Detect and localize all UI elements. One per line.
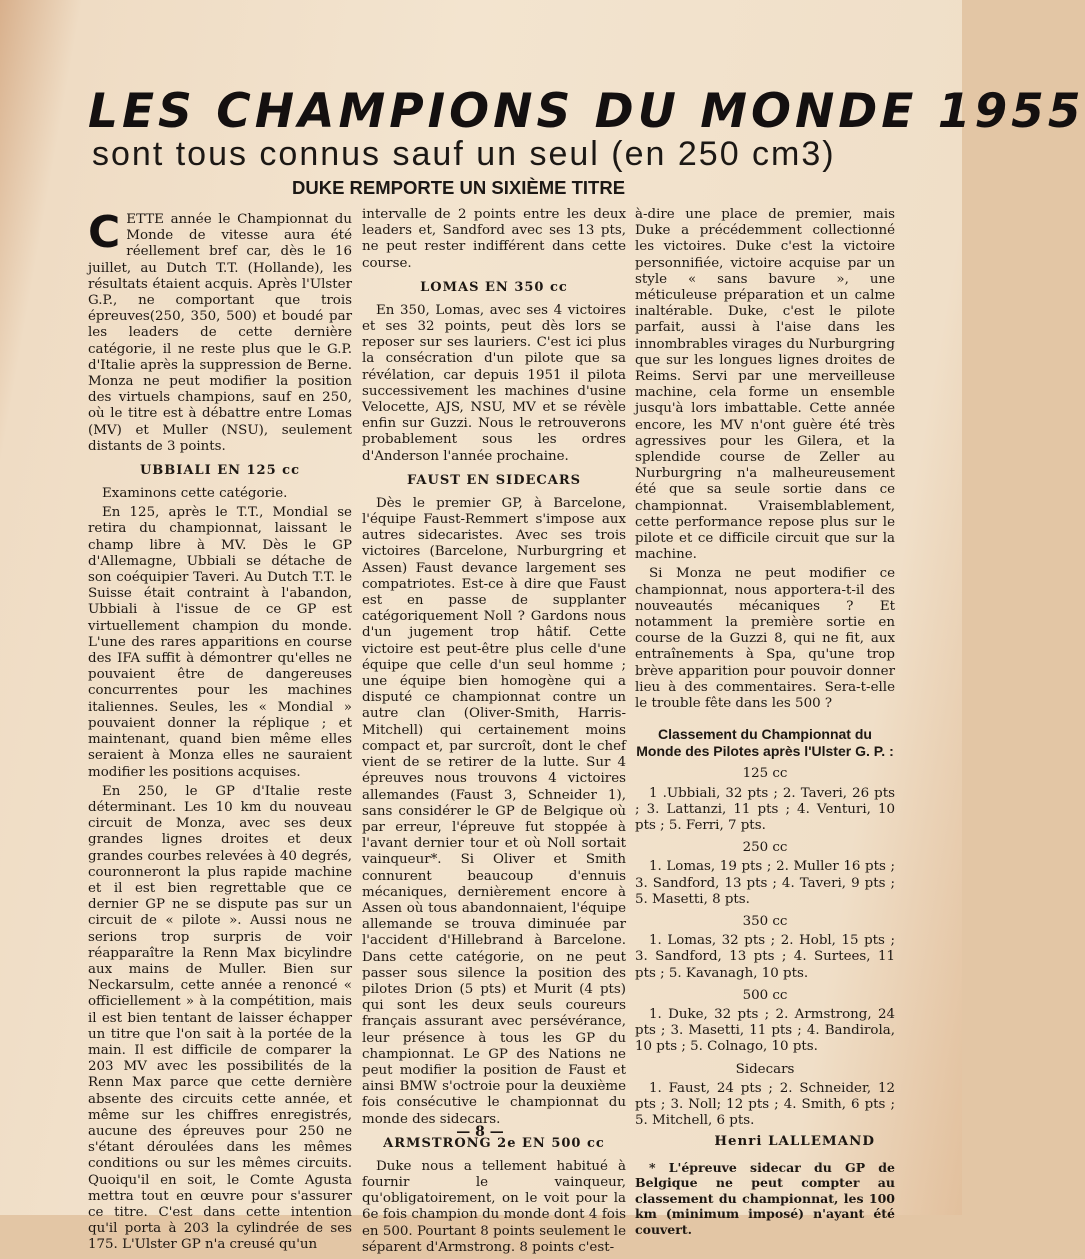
page-subtitle: sont tous connus sauf un seul (en 250 cm3): [92, 135, 836, 173]
classement-title: Classement du Championnat du Monde des Pilotes après l'Ulster G. P. :: [636, 726, 894, 760]
category-label: 250 cc: [742, 840, 788, 856]
column-1: [88, 207, 352, 1257]
column-3: [635, 207, 895, 1240]
author: Henri LALLEMAND: [714, 1133, 875, 1150]
category-results: 1. Faust, 24 pts ; 2. Schneider, 12 pts ; 3. Noll; 12 pts ; 4. Smith, 6 pts ; 5. Mitchell, 6 pts.: [635, 1080, 895, 1129]
paragraph: Si Monza ne peut modifier ce championnat, nous apportera-t-il des nouveautés mécaniques ? Et notamment la première sortie en course de la Guzzi 8, qui ne fit, aux entraînements à Spa, qu'une trop brève apparition pour pouvoir donner lieu à des commentaires. Sera-t-elle le trouble fête dans les 500 ?: [635, 566, 895, 712]
category-label: 125 cc: [742, 766, 788, 782]
category-label: Sidecars: [735, 1061, 795, 1077]
footnote: * L'épreuve sidecar du GP de Belgique ne peut compter au classement du championnat, les 100 km (minimum imposé) n'ayant été couvert.: [635, 1159, 895, 1237]
intro-text: ETTE année le Championnat du Monde de vitesse aura été réellement bref car, dès le 16 juillet, au Dutch T.T. (Hollande), les résultats étaient acquis. Après l'Ulster G.P., ne comportant que trois épreuves(250, 350, 500) et boudé par les leaders de cette dernière catégorie, il ne reste plus que le G.P. d'Italie après la suppression de Berne. Monza ne peut modifier la position des virtuels champions, sauf en 250, où le titre est à débattre entre Lomas (MV) et Muller (NSU), seulement distants de 3 points.: [88, 212, 352, 454]
category-results: 1. Duke, 32 pts ; 2. Armstrong, 24 pts ; 3. Masetti, 11 pts ; 4. Bandirola, 10 pts ; 5. Colnago, 10 pts.: [635, 1006, 895, 1055]
category-label: 350 cc: [742, 913, 788, 929]
subheadline: DUKE REMPORTE UN SIXIÈME TITRE: [292, 177, 626, 198]
drop-cap: C: [88, 207, 121, 258]
intro-paragraph: [88, 207, 352, 455]
page-number: — 8 —: [456, 1124, 504, 1140]
paragraph: Duke nous a tellement habitué à fournir le vainqueur, qu'obligatoirement, on le voit pour la 6e fois champion du monde dont 4 fois en 500. Pourtant 8 points seulement le séparent d'Armstrong. 8 points c'est-: [362, 1158, 626, 1255]
page-title: LES CHAMPIONS DU MONDE 1955: [88, 84, 1085, 139]
section-heading-faust: FAUST EN SIDECARS: [406, 472, 582, 488]
category-results: 1. Lomas, 19 pts ; 2. Muller 16 pts ; 3. Sandford, 13 pts ; 4. Taveri, 9 pts ; 5. Masetti, 8 pts.: [635, 859, 895, 907]
category-results: 1 .Ubbiali, 32 pts ; 2. Taveri, 26 pts ; 3. Lattanzi, 11 pts ; 4. Venturi, 10 pts ; 5. Ferri, 7 pts.: [635, 785, 895, 833]
paragraph: En 350, Lomas, avec ses 4 victoires et ses 32 points, peut dès lors se reposer sur ses lauriers. C'est ici plus la consécration d'un pilote que sa révélation, car depuis 1951 il pilota successivement les machines d'usine Velocette, AJS, NSU, MV et se révèle enfin sur Guzzi. Nous le retrouverons probablement sous les ordres d'Anderson l'année prochaine.: [362, 302, 626, 464]
section-heading-armstrong: ARMSTRONG 2e EN 500 cc: [383, 1135, 605, 1151]
category-results: 1. Lomas, 32 pts ; 2. Hobl, 15 pts ; 3. Sandford, 13 pts ; 4. Surtees, 11 pts ; 5. Kavanagh, 10 pts.: [635, 933, 895, 981]
section-heading-ubbiali: UBBIALI EN 125 cc: [139, 463, 301, 479]
paragraph: Dès le premier GP, à Barcelone, l'équipe Faust-Remmert s'impose aux autres sidecaristes. Avec ses trois victoires (Barcelone, Nurburgring et Assen) Faust devance largement ses compatriotes. Est-ce à dire que Faust est en passe de supplanter catégoriquement Noll ? Gardons nous d'un jugement trop hâtif. Cette victoire est peut-être plus celle d'une équipe que celle d'un seul homme ; une équipe bien homogène qui a disputé ce championnat contre un autre clan (Oliver-Smith, Harris-Mitchell) qui certainement moins compact et, par surcroît, dont le chef vient de se retirer de la lutte. Sur 4 épreuves nous trouvons 4 victoires allemandes (Faust 3, Schneider 1), sans considérer le GP de Belgique où par erreur, l'épreuve fut stoppée à l'avant dernier tour et où Noll sortait vainqueur*. Si Oliver et Smith connurent beaucoup d'ennuis mécaniques, dernièrement encore à Assen où tous abandonnaient, l'équipe allemande se trouva diminuée par l'accident d'Hillebrand à Barcelone. Dans cette catégorie, on ne peut passer sous silence la position des pilotes Drion (5 pts) et Murit (4 pts) qui sont les deux seuls coureurs français assurant avec persévérance, leur présence à tous les GP du championnat. Le GP des Nations ne peut modifier la position de Faust et ainsi BMW s'octroie pour la deuxième fois consécutive le championnat du monde des sidecars.: [362, 495, 626, 1127]
category-label: 500 cc: [742, 987, 788, 1003]
column-2: [362, 207, 626, 1259]
paragraph: En 125, après le T.T., Mondial se retira du championnat, laissant le champ libre à MV. Dès le GP d'Allemagne, Ubbiali se détache de son coéquipier Taveri. Au Dutch T.T. le Suisse était contraint à l'abandon, Ubbiali à l'issue de ce GP est virtuellement champion du monde. L'une des rares apparitions en course des IFA suffit à démontrer qu'elles ne pouvaient être de dangereuses concurrentes pour les machines italiennes. Seules, les « Mondial » pouvaient donner la réplique ; et maintenant, quand bien même elles seraient à Monza elles ne sauraient modifier les positions acquises.: [88, 505, 352, 780]
paragraph: En 250, le GP d'Italie reste déterminant. Les 10 km du nouveau circuit de Monza, avec ses deux grandes lignes droites et deux grandes courbes relevées à 40 degrés, couronneront la plus rapide machine et il est bien regrettable que ce dernier GP ne se dispute pas sur un circuit de « pilote ». Aussi nous ne serions trop surpris de voir réapparaître la Renn Max bicylindre aux mains de Muller. Bien sur Neckarsulm, cette année a renoncé « officiellement » à la compétition, mais il est bien tentant de laisser échapper un titre que l'on sait à la portée de la main. Il est difficile de comparer la 203 MV avec les possibilités de la Renn Max parce que cette dernière absente des circuits cette année, et même sur les chiffres enregistrés, aucune des épreuves pour 250 ne s'étant déroulées dans les mêmes conditions ou sur les mêmes circuits. Quoiqu'il en soit, le Comte Agusta mettra tout en œuvre pour s'assurer ce titre. C'est dans cette intention qu'il porta à 203 la cylindrée de ses 175. L'Ulster GP n'a creusé qu'un: [88, 783, 352, 1253]
paragraph: intervalle de 2 points entre les deux leaders et, Sandford avec ses 13 pts, ne peut rester indifférent dans cette course.: [362, 207, 626, 271]
paragraph: Examinons cette catégorie.: [102, 486, 288, 502]
paragraph: à-dire une place de premier, mais Duke a précédemment collectionné les victoires. Duke c'est la victoire personnifiée, victoire acquise par un style « sans bavure », une méticuleuse préparation et un calme inaltérable. Duke, c'est le pilote parfait, aussi à l'aise dans les innombrables virages du Nurburgring que sur les longues lignes droites de Reims. Servi par une merveilleuse machine, cela forme un ensemble jusqu'à lors imbattable. Cette année encore, les MV n'ont guère été très agressives pour les Gilera, et la splendide course de Zeller au Nurburgring n'a malheureusement été que sa seule sortie dans ce championnat. Vraisemblablement, cette performance repose plus sur le pilote et ce difficile circuit que sur la machine.: [635, 207, 895, 563]
section-heading-lomas: LOMAS EN 350 cc: [420, 279, 568, 295]
